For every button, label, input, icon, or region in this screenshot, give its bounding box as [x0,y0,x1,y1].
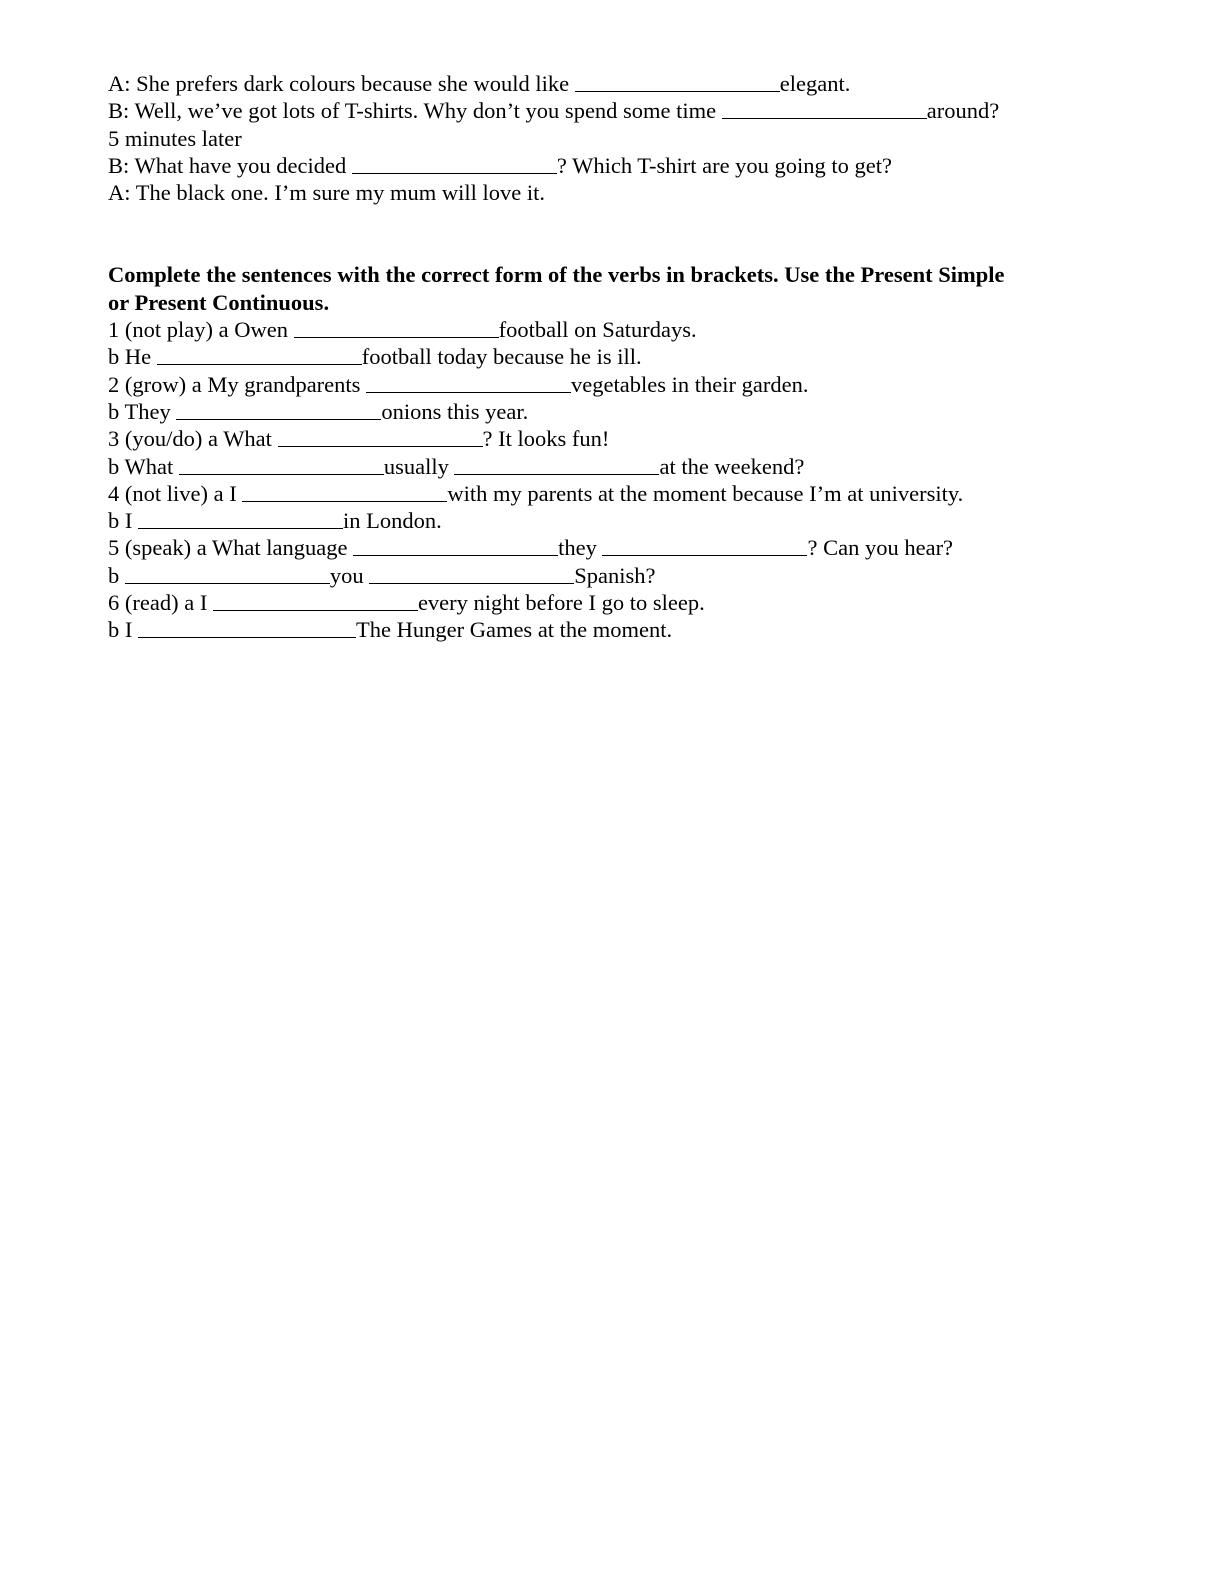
answer-blank[interactable] [138,617,356,638]
dialogue-text: around? [926,98,1000,124]
exercise-item-1a [108,316,1158,343]
answer-blank[interactable] [366,372,571,393]
answer-blank[interactable] [125,563,330,584]
item-text: onions this year. [381,398,529,424]
item-text: you [329,562,370,588]
exercise-item-1b [108,343,1158,370]
dialogue-line-1 [108,70,1158,97]
item-text: vegetables in their garden. [571,371,809,397]
exercise-item-6b [108,616,1158,643]
item-text: 5 (speak) a What language [108,535,354,561]
section-spacer [108,206,1158,261]
dialogue-line-4 [108,152,1158,179]
item-text: 2 (grow) a My grandparents [108,371,367,397]
dialogue-line-5 [108,179,1158,206]
dialogue-line-3 [108,125,1158,152]
answer-blank[interactable] [454,454,659,475]
answer-blank[interactable] [602,535,807,556]
exercise-item-5a [108,534,1158,561]
answer-blank[interactable] [278,426,483,447]
item-text: ? Can you hear? [807,535,954,561]
item-text: they [558,535,603,561]
answer-blank[interactable] [242,481,447,502]
item-text: at the weekend? [659,453,805,479]
dialogue-text: 5 minutes later [108,125,242,151]
item-text: Spanish? [574,562,656,588]
dialogue-text: B: Well, we’ve got lots of T-shirts. Why don’t you spend some time [108,98,722,124]
item-text: b I [108,617,138,643]
exercise-item-6a [108,589,1158,616]
exercise-item-3a [108,425,1158,452]
item-text: ? It looks fun! [482,426,610,452]
dialogue-line-2 [108,97,1158,124]
dialogue-text: A: She prefers dark colours because she would like [108,71,575,96]
answer-blank[interactable] [176,399,381,420]
item-text: b I [108,508,138,534]
item-text: every night before I go to sleep. [417,590,705,616]
item-text: 6 (read) a I [108,590,213,616]
answer-blank[interactable] [179,454,384,475]
answer-blank[interactable] [352,153,557,174]
exercise-item-2b [108,398,1158,425]
item-text: b What [108,453,179,479]
exercise-item-4a [108,480,1008,507]
answer-blank[interactable] [575,71,780,92]
exercise-item-4b [108,507,1158,534]
item-text: 3 (you/do) a What [108,426,278,452]
exercise-item-2a [108,371,1158,398]
item-text: football on Saturdays. [498,317,697,343]
dialogue-text: elegant. [779,71,851,96]
worksheet-page [108,70,1158,644]
exercise-item-3b [108,453,1158,480]
answer-blank[interactable] [353,535,558,556]
dialogue-text: ? Which T-shirt are you going to get? [556,152,893,178]
item-text: 1 (not play) a Owen [108,317,294,343]
item-text: 4 (not live) a I [108,480,243,506]
item-text: The Hunger Games at the moment. [356,617,673,643]
answer-blank[interactable] [213,590,418,611]
item-text: b He [108,344,157,370]
dialogue-text: A: The black one. I’m sure my mum will love it. [108,180,546,206]
item-text: in London. [343,508,442,534]
item-text: football today because he is ill. [361,344,642,370]
answer-blank[interactable] [157,344,362,365]
answer-blank[interactable] [138,508,343,529]
item-text: usually [383,453,455,479]
exercise-instruction: Complete the sentences with the correct form of the verbs in brackets. Use the Present Simple or Present Continuous. [108,262,1005,315]
exercise-item-5b [108,562,1158,589]
answer-blank[interactable] [369,563,574,584]
answer-blank[interactable] [294,317,499,338]
item-text: b [108,562,125,588]
dialogue-text: B: What have you decided [108,152,352,178]
item-text: b They [108,398,177,424]
answer-blank[interactable] [722,98,927,119]
item-text: with my parents at the moment because I’m at university. [447,480,964,506]
